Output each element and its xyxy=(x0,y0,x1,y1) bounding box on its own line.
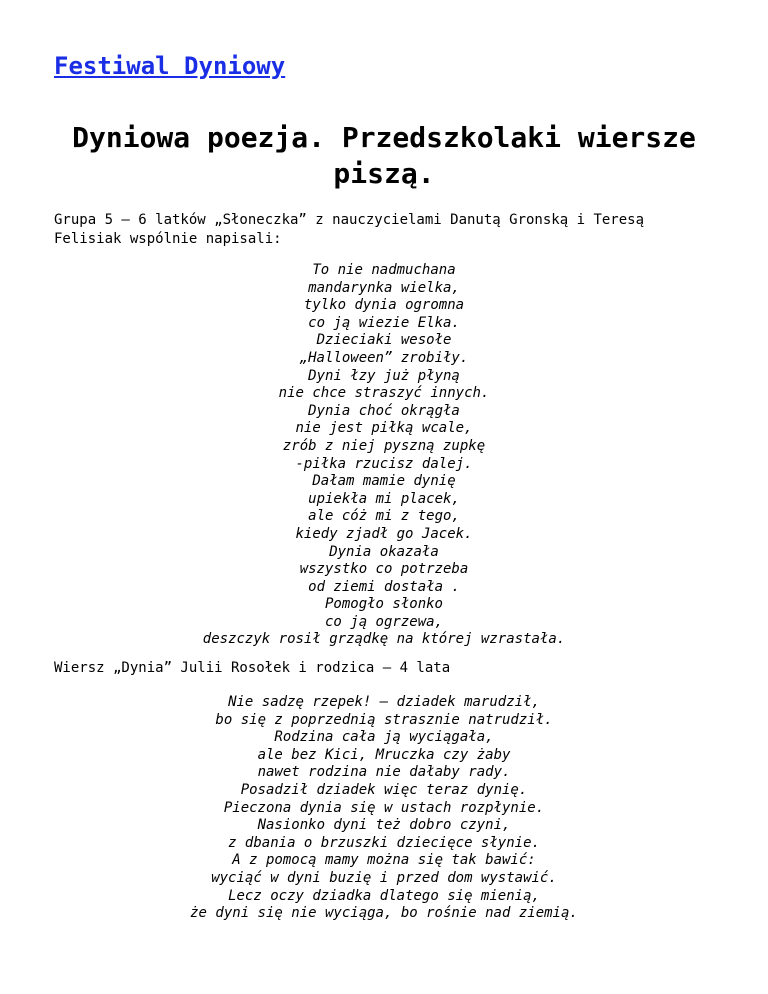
poem-line: kiedy zjadł go Jacek. xyxy=(295,525,473,542)
poem-2-intro: Wiersz „Dynia” Julii Rosołek i rodzica – 4 lata xyxy=(54,660,451,677)
poem-line: Dynia choć okrągła xyxy=(308,402,460,419)
poem-line: Dzieciaki wesołe xyxy=(316,332,452,349)
poem-line: Dałam mamie dynię xyxy=(312,473,456,490)
poem-line: ale cóż mi z tego, xyxy=(308,508,460,525)
poem-line: A z pomocą mamy można się tak bawić: xyxy=(232,852,536,869)
poem-2 xyxy=(54,694,714,923)
poem-line: z dbania o brzuszki dziecięce słynie. xyxy=(228,834,540,851)
poem-line: zrób z niej pyszną zupkę xyxy=(282,437,486,454)
poem-line: „Halloween” zrobiły. xyxy=(299,349,469,366)
poem-line: co ją ogrzewa, xyxy=(324,613,443,630)
poem-line: Pomogło słonko xyxy=(324,596,443,613)
poem-line: Lecz oczy dziadka dlatego się mienią, xyxy=(228,887,540,904)
poem-line: Nasionko dyni też dobro czyni, xyxy=(257,817,511,834)
poem-line: To nie nadmuchana xyxy=(312,262,456,278)
poem-line: wszystko co potrzeba xyxy=(299,561,469,578)
poem-1 xyxy=(54,262,714,649)
poem-line: Pieczona dynia się w ustach rozpłynie. xyxy=(223,799,545,816)
article-title: Dyniowa poezja. Przedszkolaki wiersze piszą. xyxy=(72,121,696,190)
poem-line: tylko dynia ogromna xyxy=(303,297,465,314)
poem-line: wyciąć w dyni buzię i przed dom wystawić. xyxy=(211,870,557,886)
poem-line: Dynia okazała xyxy=(329,543,439,560)
poem-line: Dyni łzy już płyną xyxy=(308,367,460,384)
poem-line: ale bez Kici, Mruczka czy żaby xyxy=(257,746,511,763)
poem-line: Posadził dziadek więc teraz dynię. xyxy=(240,782,528,799)
poem-line: nawet rodzina nie dałaby rady. xyxy=(257,764,511,781)
poem-line: -piłka rzucisz dalej. xyxy=(295,455,473,472)
poem-line: nie chce straszyć innych. xyxy=(278,385,490,402)
poem-line: bo się z poprzednią strasznie natrudził. xyxy=(215,711,553,728)
site-title-link[interactable]: Festiwal Dyniowy xyxy=(54,52,286,80)
poem-line: co ją wiezie Elka. xyxy=(308,314,460,331)
poem-line: deszczyk rosił grządkę na której wzrastała. xyxy=(202,631,566,648)
poem-line: od ziemi dostała . xyxy=(308,578,460,595)
poem-line: że dyni się nie wyciąga, bo rośnie nad ziemią. xyxy=(190,905,578,922)
poem-line: upiekła mi placek, xyxy=(308,490,460,507)
poem-line: mandarynka wielka, xyxy=(308,279,460,296)
intro-paragraph: Grupa 5 – 6 latków „Słoneczka” z nauczycielami Danutą Gronską i Teresą Felisiak wspólnie napisali: xyxy=(54,212,645,247)
poem-line: Nie sadzę rzepek! – dziadek marudził, xyxy=(228,694,540,711)
poem-line: nie jest piłką wcale, xyxy=(295,420,473,437)
poem-line: Rodzina cała ją wyciągała, xyxy=(274,729,494,746)
